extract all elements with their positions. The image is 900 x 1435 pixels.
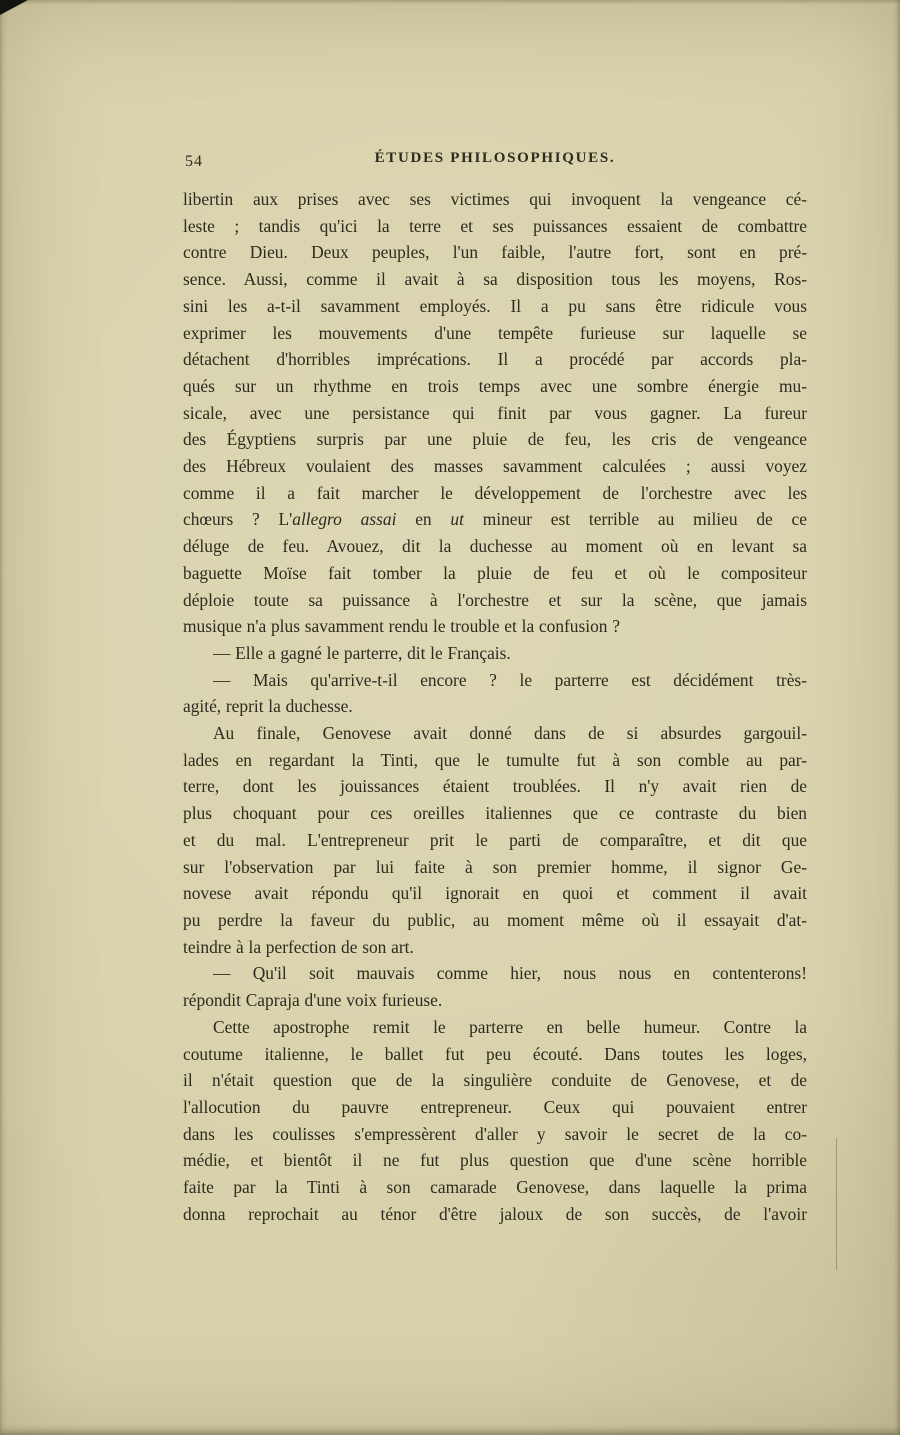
text-line [183,480,807,507]
text-line [183,1147,807,1174]
text-run: dans les coulisses s'empressèrent d'aller y savoir le secret de la co- [183,1123,807,1144]
text-line [183,693,807,720]
text-run: contre Dieu. Deux peuples, l'un faible, l'autre fort, sont en pré- [183,242,807,263]
text-line [183,880,807,907]
italic-text-run: ut [450,509,464,530]
text-run: faite par la Tinti à son camarade Genovese, dans laquelle la prima [183,1177,807,1198]
text-run: musique n'a plus savamment rendu le trouble et la confusion ? [183,616,620,637]
text-line [183,400,807,427]
text-line [183,587,807,614]
text-run: et du mal. L'entrepreneur prit le parti de comparaître, et dit que [183,829,807,850]
text-run: plus choquant pour ces oreilles italiennes que ce contraste du bien [183,803,807,824]
text-line [183,1094,807,1121]
text-run: des Égyptiens surpris par une pluie de feu, les cris de vengeance [183,429,807,450]
text-run: coutume italienne, le ballet fut peu écouté. Dans toutes les loges, [183,1043,807,1064]
italic-text-run: allegro assai [292,509,397,530]
text-run: exprimer les mouvements d'une tempête furieuse sur laquelle se [183,322,807,343]
text-run: sence. Aussi, comme il avait à sa disposition tous les moyens, Ros- [183,269,807,290]
page-text [183,186,807,1227]
text-run: comme il a fait marcher le développement de l'orchestre avec les [183,482,807,503]
text-line [183,560,807,587]
text-run: sicale, avec une persistance qui finit par vous gagner. La fureur [183,402,807,423]
text-line [183,907,807,934]
text-line [183,1174,807,1201]
text-line [183,640,807,667]
text-run: Au finale, Genovese avait donné dans de si absurdes gargouil- [213,723,807,744]
text-run: déluge de feu. Avouez, dit la duchesse au moment où en levant sa [183,536,807,557]
text-line [183,1014,807,1041]
text-run: — Elle a gagné le parterre, dit le Français. [213,642,511,663]
text-line [183,426,807,453]
text-run: qués sur un rhythme en trois temps avec une sombre énergie mu- [183,375,807,396]
text-run: l'allocution du pauvre entrepreneur. Ceux qui pouvaient entrer [183,1096,807,1117]
text-run: lades en regardant la Tinti, que le tumulte fut à son comble au par- [183,749,807,770]
text-run: — Qu'il soit mauvais comme hier, nous nous en contenterons! [213,963,807,984]
text-line [183,1201,807,1228]
text-line [183,720,807,747]
text-run: novese avait répondu qu'il ignorait en quoi et comment il avait [183,883,807,904]
text-line [183,1041,807,1068]
text-run: médie, et bientôt il ne fut plus question que d'une scène horrible [183,1150,807,1171]
text-line [183,453,807,480]
text-run: en [396,509,451,530]
text-line [183,934,807,961]
text-run: sini les a-t-il savamment employés. Il a pu sans être ridicule vous [183,295,807,316]
text-run: il n'était question que de la singulière conduite de Genovese, et de [183,1070,807,1091]
text-run: chœurs ? L' [183,509,293,530]
text-run: donna reprochait au ténor d'être jaloux de son succès, de l'avoir [183,1203,807,1224]
text-run: répondit Capraja d'une voix furieuse. [183,990,443,1011]
text-run: sur l'observation par lui faite à son premier homme, il signor Ge- [183,856,807,877]
running-title: ÉTUDES PHILOSOPHIQUES. [374,150,616,166]
text-run: — Mais qu'arrive-t-il encore ? le parterre est décidément très- [213,669,807,690]
text-line [183,960,807,987]
text-run: détachent d'horribles imprécations. Il a procédé par accords pla- [183,349,807,370]
text-line [183,293,807,320]
text-run: Cette apostrophe remit le parterre en belle humeur. Contre la [213,1016,807,1037]
text-line [183,613,807,640]
text-line [183,266,807,293]
text-line [183,773,807,800]
text-line [183,320,807,347]
text-line [183,239,807,266]
text-run: leste ; tandis qu'ici la terre et ses puissances essaient de combattre [183,215,807,236]
text-line [183,506,807,533]
text-line [183,827,807,854]
text-run: baguette Moïse fait tomber la pluie de feu et où le compositeur [183,562,807,583]
text-line [183,667,807,694]
scan-crease-artifact [836,1138,837,1270]
scan-corner-artifact [0,0,28,15]
text-line [183,1121,807,1148]
text-line [183,854,807,881]
text-run: déploie toute sa puissance à l'orchestre et sur la scène, que jamais [183,589,807,610]
text-line [183,747,807,774]
text-line [183,213,807,240]
text-line [183,346,807,373]
text-run: teindre à la perfection de son art. [183,936,414,957]
page-number: 54 [185,153,203,170]
text-line [183,533,807,560]
text-run: pu perdre la faveur du public, au moment même où il essayait d'at- [183,909,807,930]
text-run: agité, reprit la duchesse. [183,696,353,717]
text-line [183,373,807,400]
text-run: libertin aux prises avec ses victimes qui invoquent la vengeance cé- [183,189,807,209]
text-run: des Hébreux voulaient des masses savamment calculées ; aussi voyez [183,456,807,477]
text-run: terre, dont les jouissances étaient troublées. Il n'y avait rien de [183,776,807,797]
text-line [183,186,807,213]
text-line [183,1067,807,1094]
text-line [183,987,807,1014]
text-run: mineur est terrible au milieu de ce [463,509,807,530]
page-header [183,150,807,176]
text-line [183,800,807,827]
